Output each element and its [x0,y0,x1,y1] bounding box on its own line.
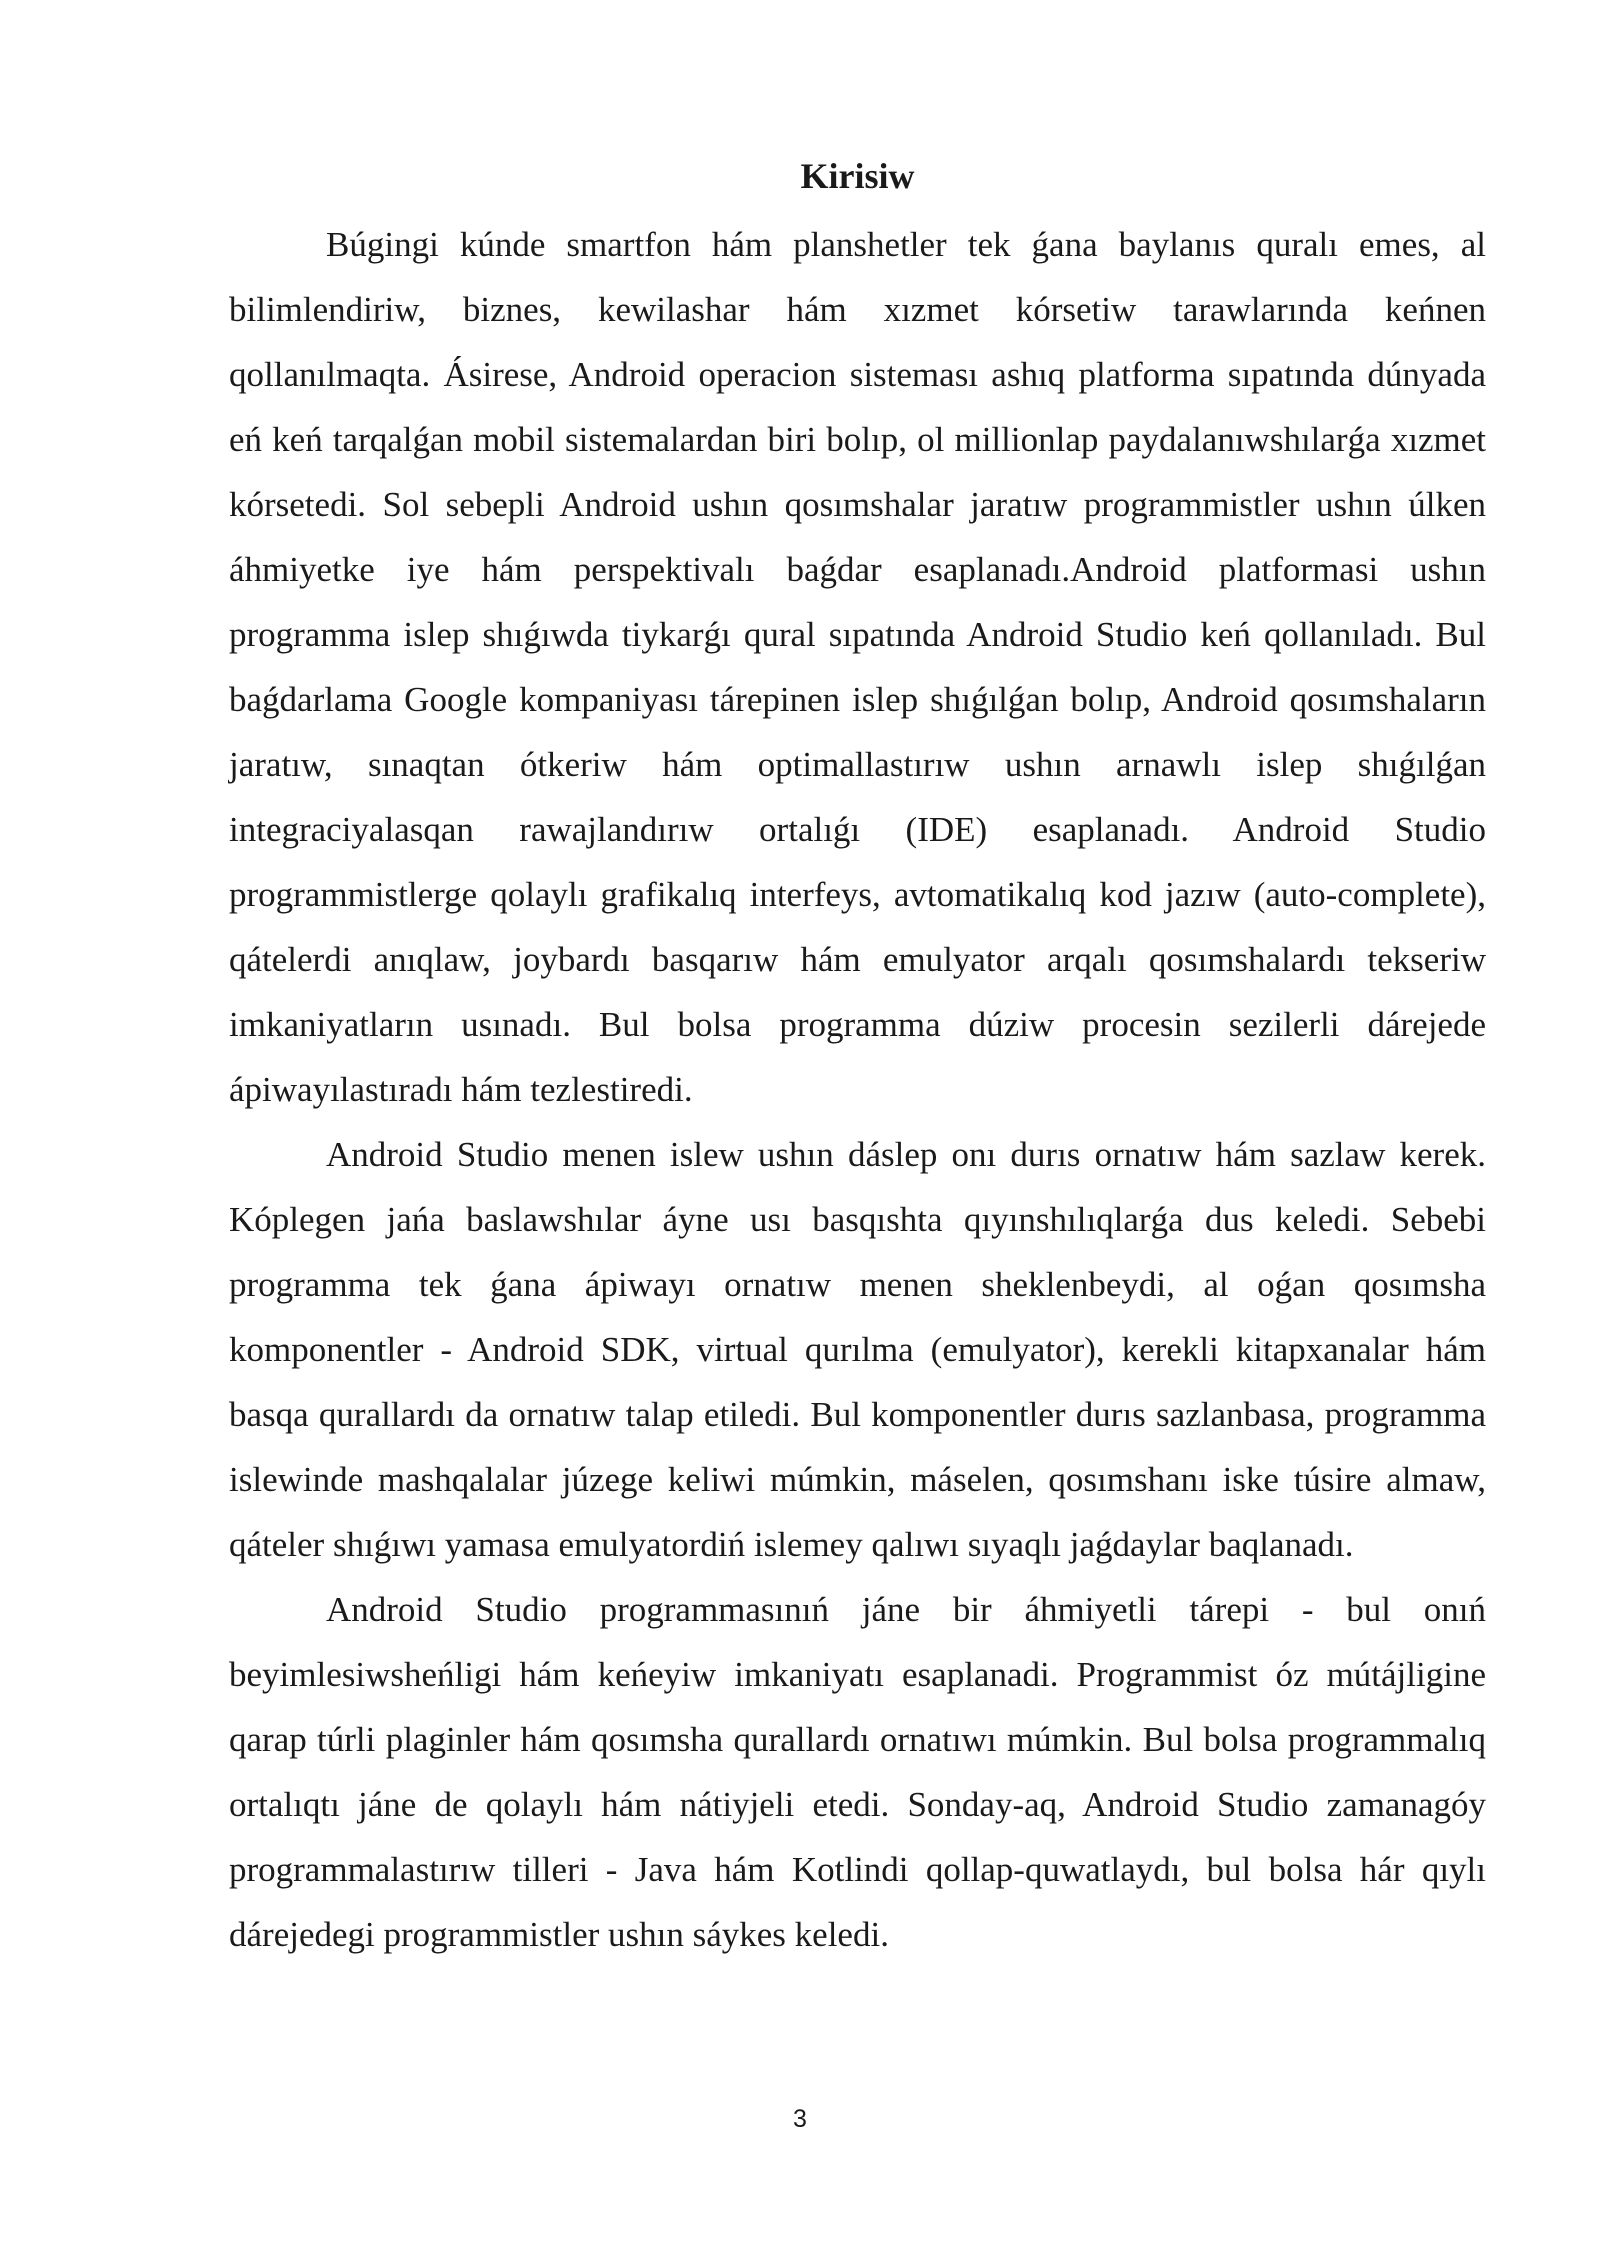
paragraph-2: Android Studio menen islew ushın dáslep onı durıs ornatıw hám sazlaw kerek. Kóplegen jańa baslawshılar áyne usı basqıshta qıyınshılıqlarǵa dus keledi. Sebebi programma tek ǵana ápiwayı ornatıw menen sheklenbeydi, al oǵan qosımsha komponentler - Android SDK, virtual qurılma (emulyator), kerekli kitapxanalar hám basqa qurallardı da ornatıw talap etiledi. Bul komponentler durıs sazlanbasa, programma islewinde mashqalalar júzege keliwi múmkin, máselen, qosımshanı iske túsire almaw, qáteler shıǵıwı yamasa emulyatordiń islemey qalıwı sıyaqlı jaǵdaylar baqlanadı. [229,1135,1486,1564]
paragraph-1: Búgingi kúnde smartfon hám planshetler tek ǵana baylanıs quralı emes, al bilimlendiriw, biznes, kewilashar hám xızmet kórsetiw tarawlarında keńnen qollanılmaqta. Ásirese, Android operacion sisteması ashıq platforma sıpatında dúnyada eń keń tarqalǵan mobil sistemalardan biri bolıp, ol millionlap paydalanıwshılarǵa xızmet kórsetedi. Sol sebepli Android ushın qosımshalar jaratıw programmistler ushın úlken áhmiyetke iye hám perspektivalı baǵdar esaplanadı.Android platformasi ushın programma islep shıǵıwda tiykarǵı qural sıpatında Android Studio keń qollanıladı. Bul baǵdarlama Google kompaniyası tárepinen islep shıǵılǵan bolıp, Android qosımshaların jaratıw, sınaqtan ótkeriw hám optimallastırıw ushın arnawlı islep shıǵılǵan integraciyalasqan rawajlandırıw ortalıǵı (IDE) esaplanadı. Android Studio programmistlerge qolaylı grafikalıq interfeys, avtomatikalıq kod jazıw (auto-complete), qátelerdi anıqlaw, joybardı basqarıw hám emulyator arqalı qosımshalardı tekseriw imkaniyatların usınadı. Bul bolsa programma dúziw procesin sezilerli dárejede ápiwayılastıradı hám tezlestiredi. [229,225,1486,1109]
page-content [229,148,1486,1967]
page-number: 3 [793,2105,807,2133]
paragraph-3: Android Studio programmasınıń jáne bir áhmiyetli tárepi - bul onıń beyimlesiwsheńligi hám keńeyiw imkaniyatı esaplanadi. Programmist óz mútájligine qarap túrli plaginler hám qosımsha qurallardı ornatıwı múmkin. Bul bolsa programmalıq ortalıqtı jáne de qolaylı hám nátiyjeli etedi. Sonday-aq, Android Studio zamanagóy programmalastırıw tilleri - Java hám Kotlindi qollap-quwatlaydı, bul bolsa hár qıylı dárejedegi programmistler ushın sáykes keledi. [229,1590,1486,1954]
section-heading: Kirisiw [800,156,915,196]
